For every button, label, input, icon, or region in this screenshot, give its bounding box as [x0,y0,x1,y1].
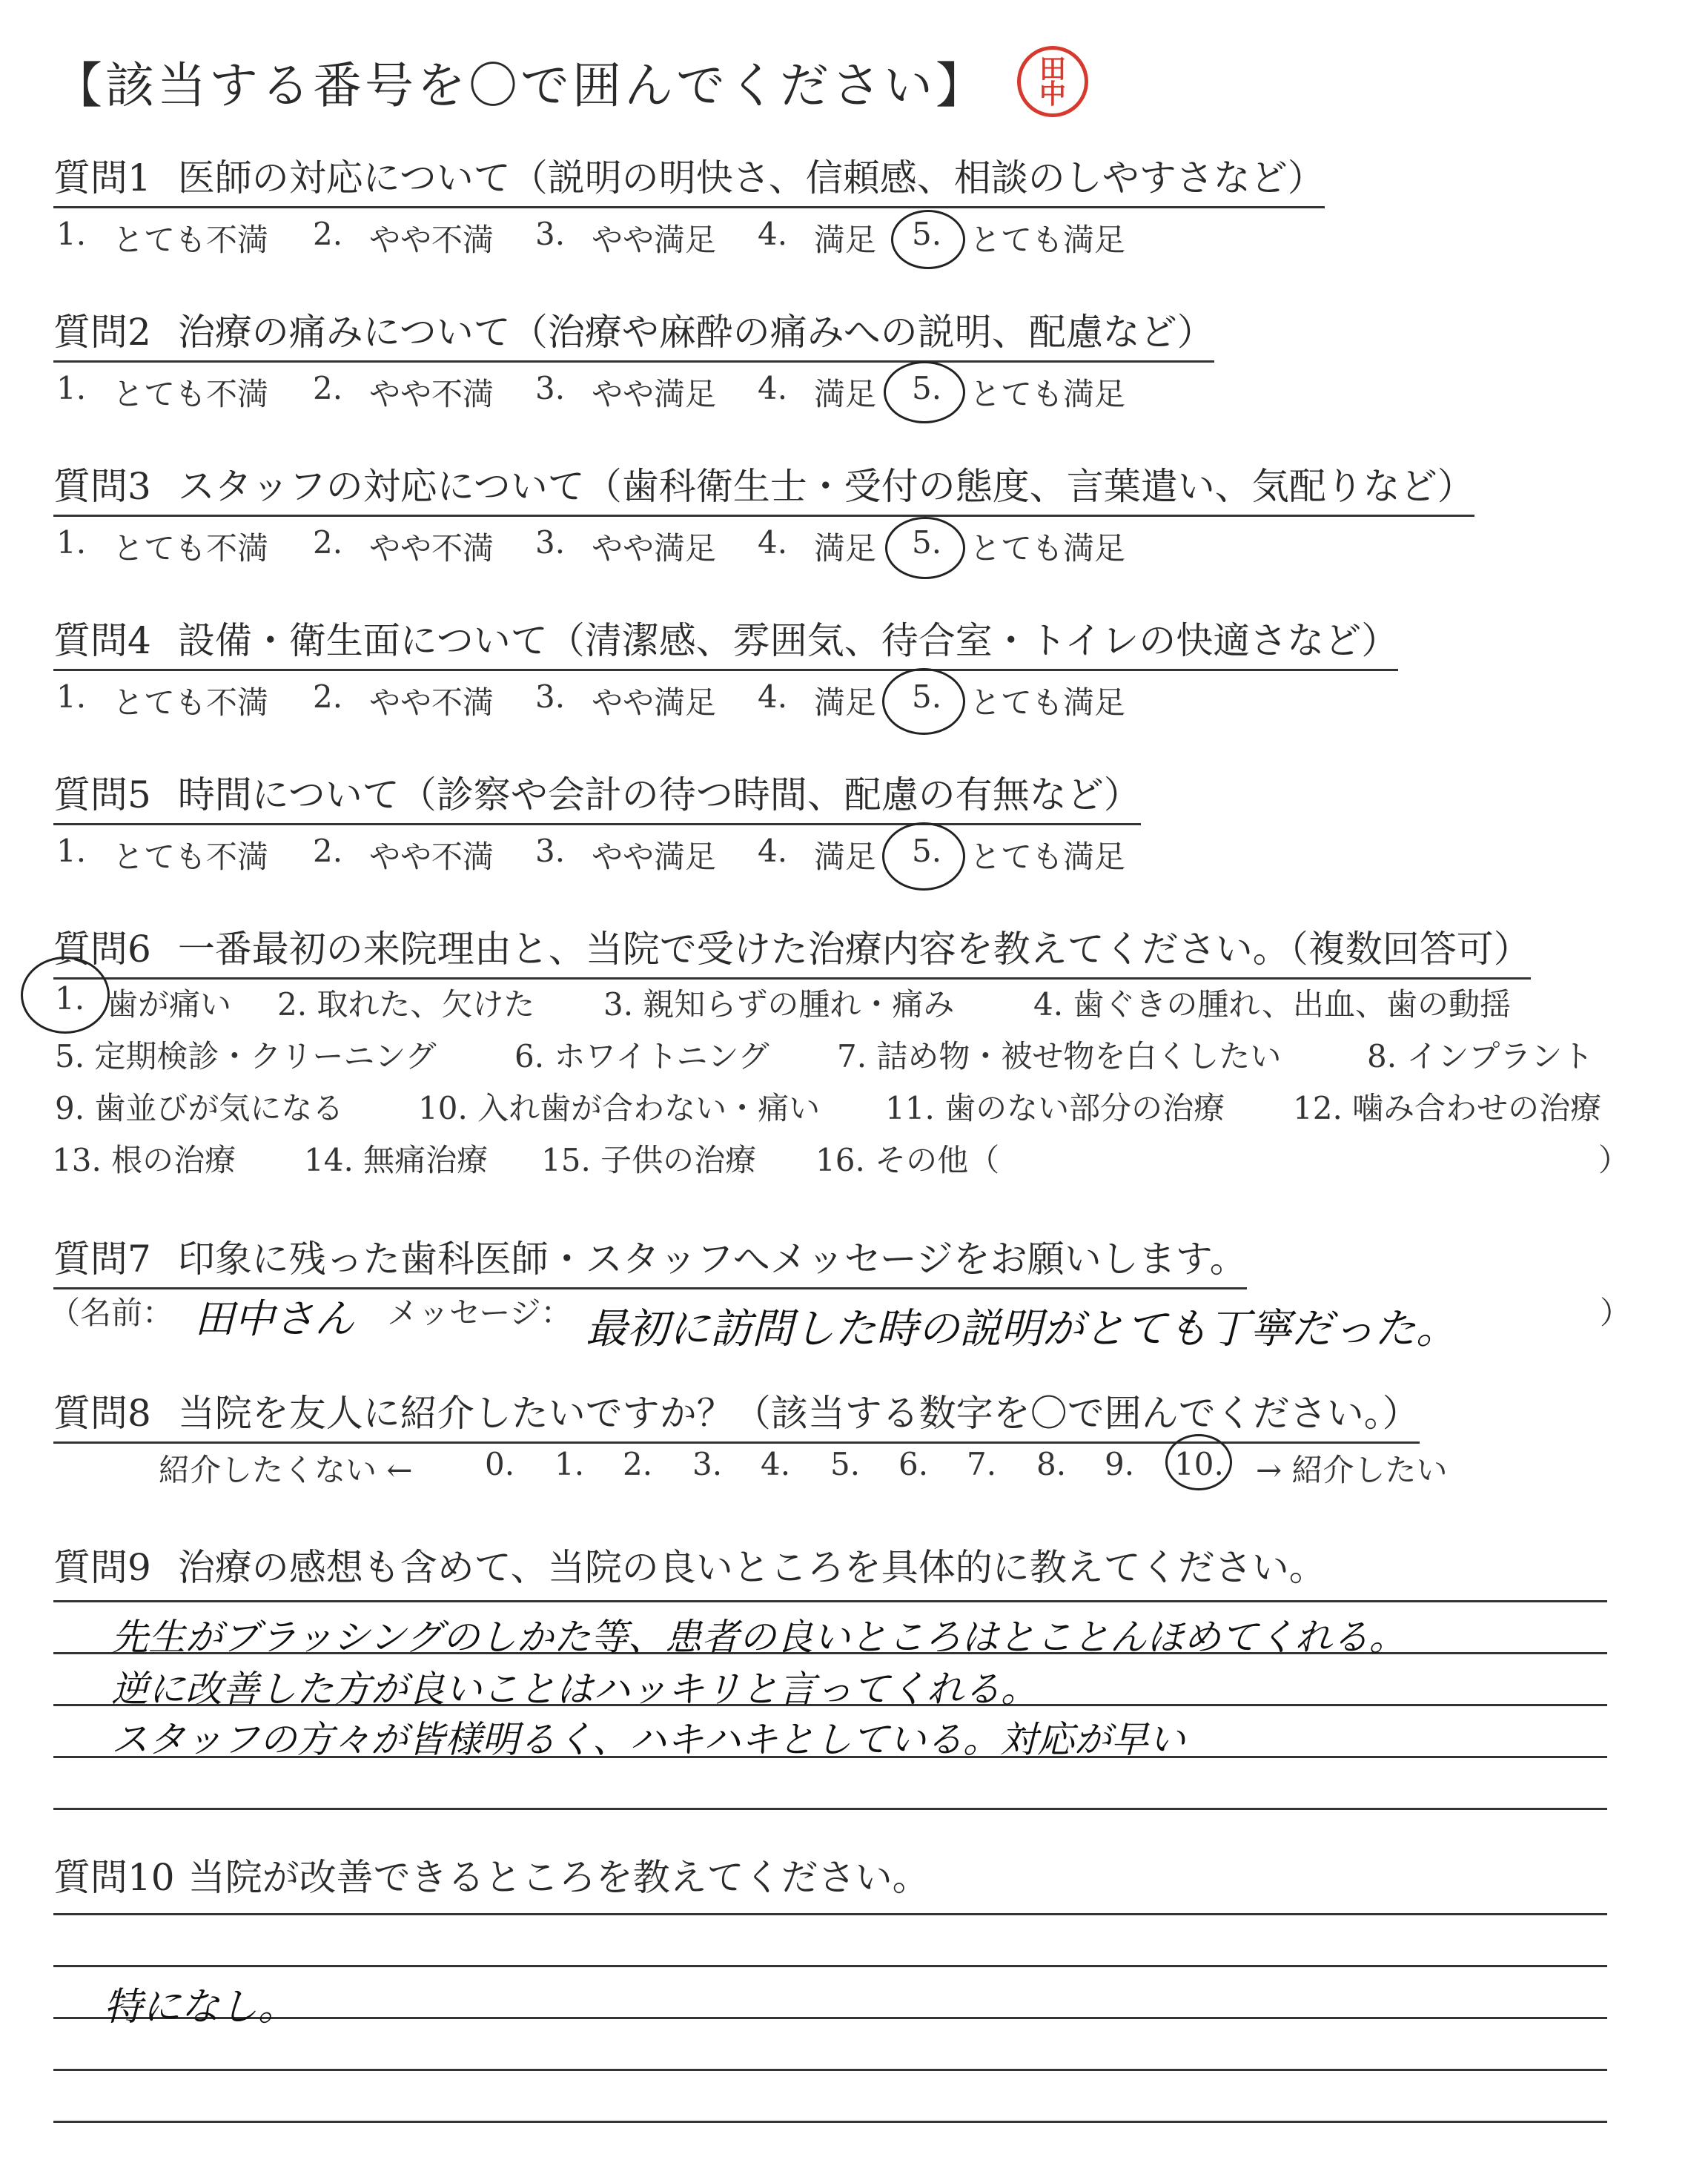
reason-11[interactable]: 11. 歯のない部分の治療 [885,1090,1225,1126]
option-4-label[interactable]: 満足 [814,839,877,875]
option-4-number[interactable]: 4. [758,370,788,406]
reason-15[interactable]: 15. 子供の治療 [541,1142,757,1178]
question-2-options [53,370,1214,422]
question-4-options [53,678,1398,730]
option-4-label[interactable]: 満足 [814,376,877,412]
question-1-text: 医師の対応について（説明の明快さ、信頼感、相談のしやすさなど） [177,156,1325,199]
question-10-text: 当院が改善できるところを教えてください。 [188,1856,930,1899]
option-5-number[interactable]: 5. [912,678,942,715]
option-1-label[interactable]: とても不満 [113,839,269,875]
scale-2[interactable]: 2. [623,1446,653,1482]
option-1-label[interactable]: とても不満 [113,222,269,258]
scale-8[interactable]: 8. [1036,1446,1067,1482]
question-8-scale [159,1446,1448,1490]
option-2-label[interactable]: やや不満 [369,839,494,875]
question-7-text: 印象に残った歯科医師・スタッフへメッセージをお願いします。 [177,1238,1247,1281]
question-6-title [53,919,1531,980]
question-5 [53,765,1141,885]
option-5-number[interactable]: 5. [912,370,942,406]
scale-1[interactable]: 1. [555,1446,585,1482]
option-1-number[interactable]: 1. [56,678,87,715]
message-close: ） [1600,1295,1632,1331]
selected-circle-mark [885,517,965,579]
reason-7[interactable]: 7. 詰め物・被せ物を白くしたい [837,1038,1282,1074]
option-5-label[interactable]: とても満足 [970,684,1126,721]
scale-3[interactable]: 3. [692,1446,723,1482]
message-label: メッセージ： [387,1295,572,1331]
reason-3[interactable]: 3. 親知らずの腫れ・痛み [603,986,955,1023]
question-6-row-4 [52,1136,1630,1180]
option-2-number[interactable]: 2. [313,370,343,406]
question-4-title [53,611,1398,671]
question-5-options [53,833,1141,885]
scale-7[interactable]: 7. [967,1446,997,1482]
answer-line [53,1913,1607,1915]
question-3-text: スタッフの対応について（歯科衛生士・受付の態度、言葉遣い、気配りなど） [177,465,1474,508]
question-9-number: 質問9 [53,1546,151,1589]
option-2-number[interactable]: 2. [313,678,343,715]
scale-left-label: 紹介したくない ← [159,1452,413,1488]
question-3-options [53,524,1474,576]
seal-char-2: 中 [1039,79,1066,110]
question-9-title [53,1538,1326,1591]
option-3-number[interactable]: 3. [535,833,566,869]
question-8-text: 当院を友人に紹介したいですか？（該当する数字を〇で囲んでください。） [177,1392,1420,1435]
reason-2[interactable]: 2. 取れた、欠けた [277,986,535,1023]
option-4-number[interactable]: 4. [758,524,788,561]
q9-answer-line-1[interactable]: 先生がブラッシングのしかた等、患者の良いところはとことんほめてくれる。 [111,1616,1406,1659]
option-3-label[interactable]: やや満足 [592,376,717,412]
option-5-number[interactable]: 5. [912,833,942,869]
option-3-number[interactable]: 3. [535,216,566,252]
question-10-number: 質問10 [53,1856,175,1899]
question-4-number: 質問4 [53,619,151,662]
scale-4[interactable]: 4. [761,1446,791,1482]
reason-5[interactable]: 5. 定期検診・クリーニング [55,1038,437,1074]
question-6-number: 質問6 [53,928,151,971]
option-3-label[interactable]: やや満足 [592,839,717,875]
option-5-number[interactable]: 5. [912,524,942,561]
answer-line [53,2121,1607,2123]
question-2-title [53,303,1214,363]
name-seal [1017,46,1088,117]
reason-10[interactable]: 10. 入れ歯が合わない・痛い [418,1090,821,1126]
reason-6[interactable]: 6. ホワイトニング [514,1038,769,1074]
question-6-row-3 [55,1084,1602,1129]
option-1-number[interactable]: 1. [56,524,87,561]
question-1-number: 質問1 [53,156,151,199]
scale-10[interactable]: 10. [1174,1446,1224,1482]
question-3-title [53,457,1474,517]
question-6 [53,919,1531,980]
question-4-text: 設備・衛生面について（清潔感、雰囲気、待合室・トイレの快適さなど） [177,619,1399,662]
scale-6[interactable]: 6. [898,1446,929,1482]
selected-circle-mark [891,210,965,269]
option-2-number[interactable]: 2. [313,833,343,869]
option-2-label[interactable]: やや不満 [369,222,494,258]
question-3-number: 質問3 [53,465,151,508]
question-2-text: 治療の痛みについて（治療や麻酔の痛みへの説明、配慮など） [177,311,1214,354]
answer-line [53,2069,1607,2071]
question-7-title [53,1229,1247,1289]
selected-circle-mark [21,957,110,1034]
question-1-title [53,148,1325,208]
question-7-number: 質問7 [53,1238,151,1281]
answer-line [53,1965,1607,1967]
option-1-number[interactable]: 1. [56,833,87,869]
selected-circle-mark [884,361,965,423]
question-10-title [53,1848,930,1901]
selected-circle-mark [882,668,965,735]
option-4-number[interactable]: 4. [758,678,788,715]
reason-16-close: ） [1598,1142,1630,1178]
question-8 [53,1384,1420,1444]
option-5-label[interactable]: とても満足 [970,839,1126,875]
option-3-number[interactable]: 3. [535,370,566,406]
reason-4[interactable]: 4. 歯ぐきの腫れ、出血、歯の動揺 [1033,986,1511,1023]
question-2-number: 質問2 [53,311,151,354]
answer-line [53,1808,1607,1810]
name-value[interactable]: 田中さん [194,1295,354,1342]
question-6-text: 一番最初の来院理由と、当院で受けた治療内容を教えてください。（複数回答可） [177,928,1531,971]
question-6-row-2 [55,1032,1594,1077]
name-label: （名前： [49,1295,174,1331]
option-1-label[interactable]: とても不満 [113,684,269,721]
question-10 [53,1848,930,1901]
scale-right-label: → 紹介したい [1256,1452,1448,1488]
reason-8[interactable]: 8. インプラント [1367,1038,1594,1074]
question-1 [53,148,1325,268]
answer-line [53,1600,1607,1602]
question-8-title [53,1384,1420,1444]
option-3-label[interactable]: やや満足 [592,684,717,721]
option-1-number[interactable]: 1. [56,216,87,252]
question-8-number: 質問8 [53,1392,151,1435]
option-5-number[interactable]: 5. [912,216,942,252]
option-4-label[interactable]: 満足 [814,684,877,721]
question-1-options [53,216,1325,268]
option-3-label[interactable]: やや満足 [592,222,717,258]
question-4 [53,611,1398,730]
message-value[interactable]: 最初に訪問した時の説明がとても丁寧だった。 [586,1305,1457,1353]
option-5-label[interactable]: とても満足 [970,222,1126,258]
question-9-text: 治療の感想も含めて、当院の良いところを具体的に教えてください。 [177,1546,1326,1589]
option-4-label[interactable]: 満足 [814,530,877,567]
reason-1-label[interactable]: 歯が痛い [107,986,232,1023]
option-1-label[interactable]: とても不満 [113,376,269,412]
option-4-number[interactable]: 4. [758,216,788,252]
option-2-number[interactable]: 2. [313,524,343,561]
q9-answer-line-2[interactable]: 逆に改善した方が良いことはハッキリと言ってくれる。 [111,1668,1038,1711]
reason-16[interactable]: 16. その他（ [815,1142,1000,1178]
page-title: 【該当する番号を〇で囲んでください】 [53,57,987,114]
option-2-label[interactable]: やや不満 [369,376,494,412]
reason-12[interactable]: 12. 噛み合わせの治療 [1293,1090,1602,1126]
scale-0[interactable]: 0. [485,1446,515,1482]
q10-answer-line-1[interactable]: 特になし。 [104,1985,297,2029]
option-2-label[interactable]: やや不満 [369,530,494,567]
question-2 [53,303,1214,422]
scale-5[interactable]: 5. [830,1446,861,1482]
option-3-number[interactable]: 3. [535,524,566,561]
option-5-label[interactable]: とても満足 [970,530,1126,567]
option-5-label[interactable]: とても満足 [970,376,1126,412]
option-4-label[interactable]: 満足 [814,222,877,258]
scale-9[interactable]: 9. [1105,1446,1135,1482]
option-3-label[interactable]: やや満足 [592,530,717,567]
option-4-number[interactable]: 4. [758,833,788,869]
option-1-number[interactable]: 1. [56,370,87,406]
question-9 [53,1538,1326,1591]
selected-circle-mark [882,822,965,891]
question-5-number: 質問5 [53,773,151,816]
question-5-text: 時間について（診察や会計の待つ時間、配慮の有無など） [177,773,1141,816]
selected-circle-mark [1165,1434,1232,1490]
question-3 [53,457,1474,576]
seal-char-1: 田 [1039,53,1066,85]
question-5-title [53,765,1141,825]
reason-14[interactable]: 14. 無痛治療 [304,1142,489,1178]
reason-1-number[interactable]: 1. [55,980,85,1017]
option-3-number[interactable]: 3. [535,678,566,715]
q9-answer-line-3[interactable]: スタッフの方々が皆様明るく、ハキハキとしている。対応が早い [111,1718,1185,1761]
question-7 [53,1229,1247,1289]
reason-9[interactable]: 9. 歯並びが気になる [55,1090,344,1126]
reason-13[interactable]: 13. 根の治療 [52,1142,236,1178]
option-2-number[interactable]: 2. [313,216,343,252]
option-2-label[interactable]: やや不満 [369,684,494,721]
option-1-label[interactable]: とても不満 [113,530,269,567]
